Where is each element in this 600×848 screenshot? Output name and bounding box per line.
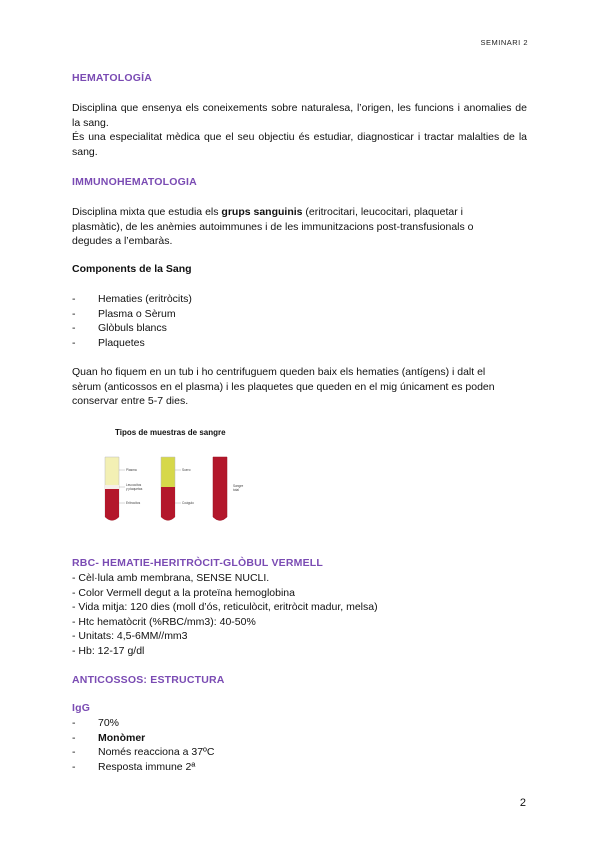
tube-3-label-sangre: Sangre xyxy=(233,484,244,488)
list-item xyxy=(72,716,214,731)
section-heading-rbc: RBC- HEMATIE-HERITRÒCIT-GLÒBUL VERMELL xyxy=(72,557,324,569)
components-heading: Components de la Sang xyxy=(72,263,192,275)
page-number: 2 xyxy=(519,797,526,809)
list-dash: - xyxy=(72,746,76,759)
list-dash: - xyxy=(72,336,76,349)
list-item xyxy=(72,292,192,307)
tube-3-label-total: total xyxy=(233,488,240,492)
list-item-text: Monòmer xyxy=(98,731,146,744)
list-dash: - xyxy=(72,293,76,305)
list-item: - Color Vermell degut a la proteïna hemoglobina xyxy=(72,586,295,599)
immuno-text-bold: grups sanguinis xyxy=(221,206,303,218)
list-item: - Unitats: 4,5-6MM//mm3 xyxy=(72,630,188,643)
immuno-text-before: Disciplina mixta que estudia els xyxy=(72,206,222,218)
tube-2-label-coagulo: Coágulo xyxy=(182,501,194,505)
list-dash: - xyxy=(72,322,76,335)
immuno-text-after: (eritrocitari, leucocitari, plaquetar i plasmàtic), de les anèmies autoimmunes i de les immunitzacions post-transfusionals o degudes a l’embaràs. xyxy=(72,206,474,248)
list-item-text: Hematies (eritròcits) xyxy=(98,293,192,305)
figure-title: Tipos de muestras de sangre xyxy=(115,428,226,437)
tube-2-clot xyxy=(161,487,175,521)
list-item-text: Plasma o Sèrum xyxy=(98,307,176,320)
list-item xyxy=(72,321,192,336)
rbc-list xyxy=(72,571,378,659)
list-item-text: Glòbuls blancs xyxy=(98,322,167,335)
running-header: SEMINARI 2 xyxy=(480,38,528,47)
list-item: - Cèl·lula amb membrana, SENSE NUCLI. xyxy=(72,572,270,584)
list-dash: - xyxy=(72,731,76,744)
tube-1-erythrocytes xyxy=(105,489,119,521)
tube-3-outline xyxy=(213,457,227,521)
hematologia-body xyxy=(72,101,527,159)
list-item: - Hb: 12-17 g/dl xyxy=(72,644,145,657)
list-dash: - xyxy=(72,717,76,729)
immuno-paragraph xyxy=(72,205,512,249)
tube-2-label-suero: Suero xyxy=(182,468,191,472)
list-item xyxy=(72,336,192,351)
section-heading-anticossos: ANTICOSSOS: ESTRUCTURA xyxy=(72,674,225,686)
tube-1-label-plasma: Plasma xyxy=(126,468,137,472)
components-list xyxy=(72,292,192,350)
hematologia-paragraph-2: És una especialitat mèdica que el seu objectiu és estudiar, diagnosticar i tractar malalties de la sang. xyxy=(72,131,527,158)
list-dash: - xyxy=(72,760,76,773)
hematologia-paragraph-1: Disciplina que ensenya els coneixements sobre naturalesa, l’origen, les funcions i anomalies de la sang. xyxy=(72,102,527,129)
list-item-text: Plaquetes xyxy=(98,336,145,349)
list-item xyxy=(72,760,214,775)
section-heading-immunohematologia: IMMUNOHEMATOLOGIA xyxy=(72,176,197,188)
tube-1-buffy-coat xyxy=(105,485,119,489)
list-dash: - xyxy=(72,307,76,320)
tube-whole-blood xyxy=(213,457,244,521)
tube-1-label-eritrocitos: Eritrocitos xyxy=(126,501,141,505)
list-item: - Htc hematòcrit (%RBC/mm3): 40-50% xyxy=(72,615,256,628)
tube-1-label-leucocitos: Leucocitos xyxy=(126,483,142,487)
list-item: - Vida mitja: 120 dies (moll d’ós, reticulòcit, eritròcit madur, melsa) xyxy=(72,601,378,614)
list-item xyxy=(72,731,214,746)
list-item xyxy=(72,745,214,760)
list-item xyxy=(72,307,192,322)
tube-plasma xyxy=(105,457,143,521)
tube-1-label-plaquetas: y plaquetas xyxy=(126,487,143,491)
components-paragraph: Quan ho fiquem en un tub i ho centrifuguem queden baix els hematies (antígens) i dalt el sèrum (anticossos en el plasma) i les plaquetes que queden en el mig únicament es poden conservar entre 5-7 dies. xyxy=(72,366,495,408)
blood-tubes-figure xyxy=(95,445,255,530)
list-item-text: 70% xyxy=(98,717,120,729)
list-item-text: Només reacciona a 37ºC xyxy=(98,746,215,759)
igg-heading: IgG xyxy=(72,702,91,714)
components-paragraph-wrap xyxy=(72,365,512,409)
list-item-text: Resposta immune 2ª xyxy=(98,760,196,773)
section-heading-hematologia: HEMATOLOGÍA xyxy=(72,72,152,84)
igg-list xyxy=(72,716,214,774)
tube-serum xyxy=(161,457,194,521)
